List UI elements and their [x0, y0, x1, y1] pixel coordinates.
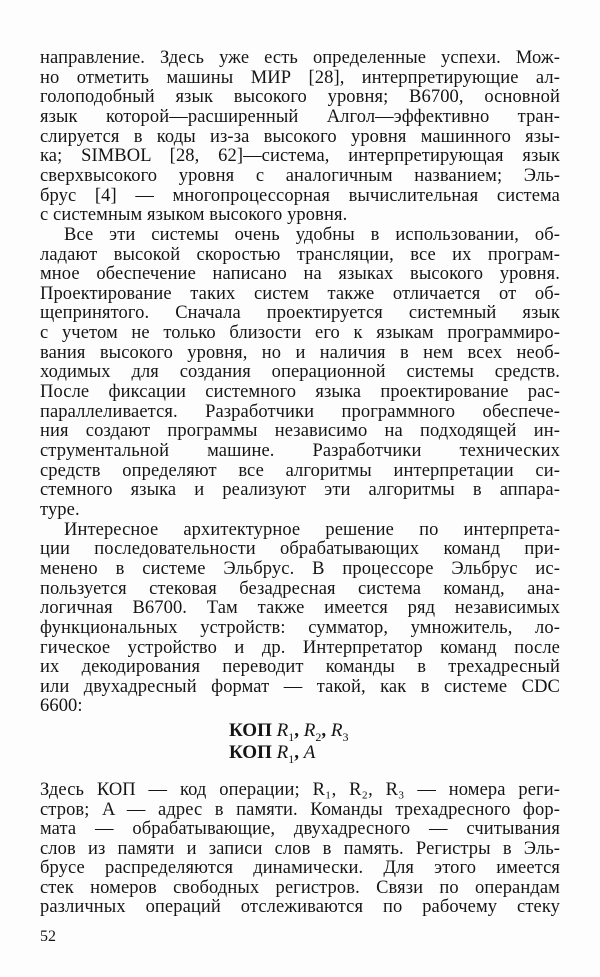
text-line: логичная B6700. Там также имеется ряд независимых [40, 598, 560, 619]
text-line: Здесь КОП — код операции; R₁, R₂, R₃ — номера реги- [40, 780, 560, 800]
text-line: стемного языка и реализуют эти алгоритмы в аппара- [40, 480, 560, 501]
text-line: но отметить машины МИР [28], интерпретирующие ал- [40, 67, 560, 88]
text-line: или двухадресный формат — такой, как в системе CDC [40, 676, 560, 697]
formula-two-address [229, 742, 315, 770]
text-line: мата — обрабатывающие, двухадресного — считывания [40, 819, 560, 839]
text-line: После фиксации системного языка проектирование рас- [40, 382, 560, 403]
separator: , [294, 720, 304, 741]
text-line: ладают высокой скоростью трансляции, все их програм- [40, 244, 560, 265]
text-line: брус [4] — многопроцессорная вычислительная система [40, 185, 560, 206]
opcode: КОП [229, 742, 272, 763]
register: $R_3$ [330, 720, 349, 744]
text-line: стек номеров свободных регистров. Связи по операндам [40, 877, 560, 898]
text-line: сверхвысокого уровня с аналогичным названием; Эль- [40, 165, 560, 186]
text-line: направление. Здесь уже есть определенные успехи. Мож- [40, 48, 560, 68]
text-line: функциональных устройств: сумматор, умножитель, ло- [40, 617, 560, 638]
text-line: туре. [40, 499, 80, 520]
text-line: стров; A — адрес в памяти. Команды трехадресного фор- [40, 799, 560, 820]
text-line: брусе распределяются динамически. Для этого имеется [40, 858, 560, 878]
text-line: голоподобный язык высокого уровня; B6700, основной [40, 87, 560, 108]
text-line: различных операций отслеживаются по рабочему стеку [40, 897, 560, 917]
register: $R_1$ [276, 720, 295, 744]
text-line: слируется в коды из-за высокого уровня машинного язы- [40, 126, 560, 147]
text-line: их декодирования переводит команды в трехадресный [40, 657, 560, 678]
page-number: 52 [40, 928, 56, 945]
text-line: слов из памяти и записи слов в память. Регистры в Эль- [40, 838, 560, 859]
text-line: с учетом не только близости его к языкам программиро- [40, 323, 560, 344]
text-line: вания высокого уровня, но и наличия в нем всех необ- [40, 342, 560, 363]
address: A [303, 742, 316, 763]
text-line: Проектирование таких систем также отличается от об- [40, 283, 560, 304]
text-line: средств определяют все алгоритмы интерпретации си- [40, 460, 560, 481]
text-line: параллеливается. Разработчики программного обеспече- [40, 401, 560, 422]
register: $R_2$ [303, 720, 322, 744]
text-line: с системным языком высокого уровня. [40, 205, 348, 226]
text-line: Все эти системы очень удобны в использовании, об- [64, 224, 560, 245]
text-line: ходимых для создания операционной системы средств. [40, 362, 560, 383]
text-line: 6600: [40, 696, 83, 717]
text-line: струментальной машине. Разработчики технических [40, 441, 560, 461]
text-line: язык которой—расширенный Алгол—эффективно тран- [40, 106, 560, 127]
text-line: ка; SIMBOL [28, 62]—система, интерпретирующая язык [40, 146, 560, 167]
text-line: гическое устройство и др. Интерпретатор команд после [40, 637, 560, 658]
separator: , [294, 742, 304, 763]
text-line: ния создают программы независимо на подходящей ин- [40, 421, 560, 442]
text-line: ции последовательности обрабатывающих команд при- [40, 539, 560, 560]
register: $R_1$ [276, 742, 295, 766]
text-line: мное обеспечение написано на языках высокого уровня. [40, 264, 560, 285]
text-line: щепринятого. Сначала проектируется системный язык [40, 303, 560, 324]
text-line: пользуется стековая безадресная система команд, ана- [40, 578, 560, 599]
separator: , [321, 720, 331, 741]
text-line: Интересное архитектурное решение по интерпрета- [64, 519, 560, 540]
text-line: менено в системе Эльбрус. В процессоре Эльбрус ис- [40, 558, 560, 579]
opcode: КОП [229, 720, 272, 741]
